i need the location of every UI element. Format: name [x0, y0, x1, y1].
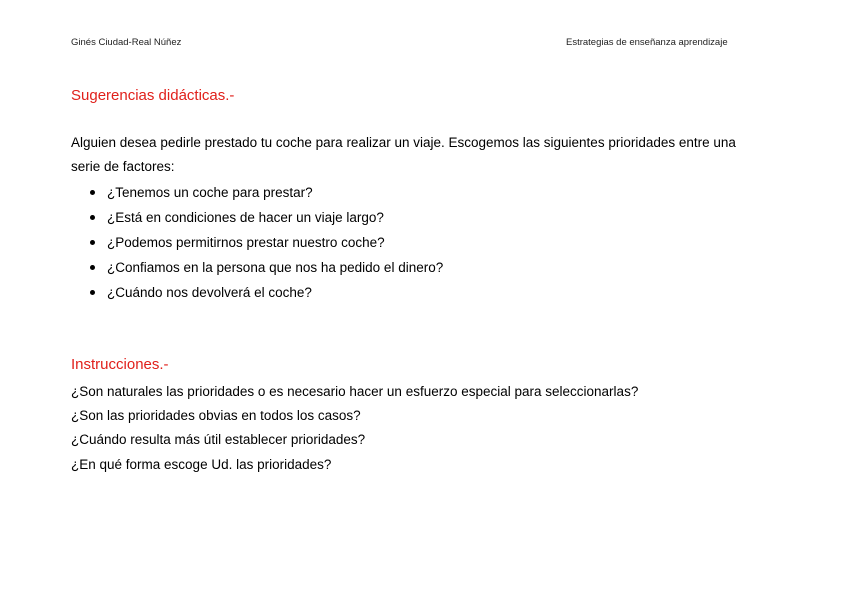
header-author: Ginés Ciudad-Real Núñez [71, 37, 182, 48]
bullet-icon [90, 190, 95, 195]
bullet-icon [90, 265, 95, 270]
list-item [71, 280, 443, 305]
bullet-list [71, 180, 443, 305]
list-item [71, 180, 443, 205]
section-title-sugerencias: Sugerencias didácticas.- [71, 87, 235, 104]
question-line: ¿Son naturales las prioridades o es necesario hacer un esfuerzo especial para seleccionarlas? [71, 384, 639, 399]
list-item-text: ¿Está en condiciones de hacer un viaje largo? [107, 210, 384, 225]
list-item [71, 230, 443, 255]
header-course: Estrategias de enseñanza aprendizaje [566, 37, 728, 48]
list-item-text: ¿Cuándo nos devolverá el coche? [107, 285, 312, 300]
list-item-text: ¿Tenemos un coche para prestar? [107, 185, 313, 200]
list-item [71, 255, 443, 280]
question-line: ¿Cuándo resulta más útil establecer prioridades? [71, 432, 366, 447]
bullet-icon [90, 290, 95, 295]
intro-paragraph-line1: Alguien desea pedirle prestado tu coche para realizar un viaje. Escogemos las siguientes prioridades entre una [71, 135, 736, 150]
bullet-icon [90, 215, 95, 220]
question-line: ¿Son las prioridades obvias en todos los casos? [71, 408, 361, 423]
question-line: ¿En qué forma escoge Ud. las prioridades? [71, 457, 332, 472]
bullet-icon [90, 240, 95, 245]
intro-paragraph-line2: serie de factores: [71, 159, 175, 174]
section-title-instrucciones: Instrucciones.- [71, 356, 169, 373]
list-item [71, 205, 443, 230]
list-item-text: ¿Podemos permitirnos prestar nuestro coche? [107, 235, 385, 250]
list-item-text: ¿Confiamos en la persona que nos ha pedido el dinero? [107, 260, 444, 275]
